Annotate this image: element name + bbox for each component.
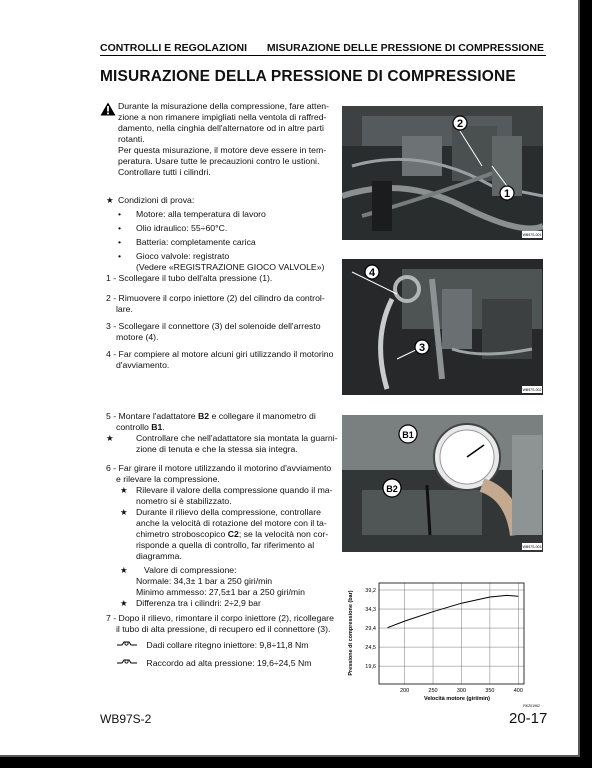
torque-spec: Dadi collare ritegno iniettore: 9,8÷11,8 Nm	[116, 639, 308, 650]
callout-4: 4	[368, 267, 376, 279]
engine-photo-3	[342, 415, 543, 552]
x-tick-label: 200	[399, 688, 410, 694]
text-line: Controllare tutti i cilindri.	[118, 167, 211, 177]
chart-svg	[340, 575, 550, 707]
y-tick-label: 24,5	[365, 645, 376, 652]
callout-2: 2	[456, 118, 464, 130]
engine-photo-2	[342, 259, 543, 395]
y-tick-label: 39,2	[365, 587, 376, 594]
torque-spec: Raccordo ad alta pressione: 19,6÷24,5 Nm	[116, 657, 312, 668]
text-line: rotanti.	[118, 134, 145, 144]
figure-code: RKZ01962	[523, 704, 540, 707]
y-tick-label: 19,6	[365, 664, 376, 671]
step-5: 5 - Montare l'adattatore B2 e collegare il manometro di controllo B1. ★ Controllare che nell'adattatore sia montata la guarni- zione di tenuta e che la stessa sia integra.	[106, 411, 338, 454]
step-1: 1 - Scollegare il tubo dell'alta pressione (1).	[106, 273, 273, 283]
figure-code: WB97S-001	[522, 233, 542, 237]
text-line: damento, nella cinghia dell'alternatore od in altre parti	[118, 123, 324, 133]
x-tick-label: 350	[485, 688, 495, 694]
compression-curve	[388, 595, 519, 627]
step-2: 2 - Rimuovere il corpo iniettore (2) del cilindro da control- lare.	[106, 293, 325, 314]
step-6: 6 - Far girare il motore utilizzando il motorino d'avviamento e rilevare la compressione. ★ Rilevare il valore della compressione quando il ma- nometro si è stabilizzato. ★ Durante il rilievo della compressione, controllare anche la velocità di rotazione del motore con il ta- chimetro stroboscopico C2; se la velocità non cor- risponde a quella di controllo, far riferimento al diagramma. ★ Valore di compressione: Normale: 34,3± 1 bar a 250 giri/min Minimo ammesso: 27,5±1 bar a 250 giri/min ★ Differenza tra i cilindri: 2÷2,9 bar	[106, 463, 333, 608]
figure-code: WB97S-002	[522, 388, 542, 392]
text-line: zione a non rimanere impigliati nella ventola di raffred-	[118, 112, 327, 122]
x-axis-label: Velocità motore (giri/min)	[423, 696, 491, 702]
list-item: • Gioco valvole: registrato	[118, 251, 230, 261]
x-tick-label: 400	[513, 688, 523, 694]
y-tick-label: 29,4	[365, 626, 376, 633]
list-item: • Batteria: completamente carica	[118, 237, 256, 247]
conditions-note: (Vedere «REGISTRAZIONE GIOCO VALVOLE»)	[136, 262, 325, 272]
header-rule	[100, 55, 546, 56]
test-conditions	[118, 195, 348, 273]
step-7: 7 - Dopo il rilievo, rimontare il corpo iniettore (2), ricollegare il tubo di alta pressione, di recupero ed il connettore (3).	[106, 613, 334, 634]
x-tick-label: 300	[456, 688, 467, 694]
compression-chart	[340, 575, 550, 707]
figure-code: WB97S-003	[522, 545, 542, 549]
star-bullet: ★	[106, 195, 114, 205]
plot-frame	[379, 583, 524, 684]
text-line: Durante la misurazione della compressione, fare atten-	[118, 101, 330, 111]
footer-model: WB97S-2	[100, 712, 152, 726]
y-axis-label: Pressione di compressione (bar)	[348, 590, 354, 676]
text-line: peratura. Usare tutte le precauzioni contro le ustioni.	[118, 156, 320, 166]
warning-icon	[100, 102, 116, 121]
step-4: 4 - Far compiere al motore alcuni giri utilizzando il motorino d'avviamento.	[106, 349, 334, 370]
warning-text	[118, 101, 338, 178]
section-header-right: MISURAZIONE DELLE PRESSIONE DI COMPRESSIONE	[266, 42, 544, 54]
text-line: Per questa misurazione, il motore deve essere in tem-	[118, 145, 327, 155]
callout-b2: B2	[386, 484, 398, 494]
section-header-left: CONTROLLI E REGOLAZIONI	[100, 42, 247, 54]
engine-photo-1	[342, 106, 543, 240]
conditions-heading: Condizioni di prova:	[118, 195, 195, 205]
list-item: • Motore: alla temperatura di lavoro	[118, 209, 266, 219]
callout-b1: B1	[402, 430, 414, 440]
wrench-icon	[116, 639, 138, 648]
wrench-icon	[116, 657, 138, 666]
page-number: 20-17	[509, 710, 548, 727]
callout-1: 1	[503, 188, 511, 200]
step-3: 3 - Scollegare il connettore (3) del solenoide dell'arresto motore (4).	[106, 321, 321, 342]
callout-3: 3	[418, 342, 426, 354]
page-title: MISURAZIONE DELLA PRESSIONE DI COMPRESSIONE	[100, 68, 516, 85]
y-tick-label: 34,3	[365, 607, 376, 614]
x-tick-label: 250	[428, 688, 438, 694]
list-item: • Olio idraulico: 55÷60°C.	[118, 223, 228, 233]
